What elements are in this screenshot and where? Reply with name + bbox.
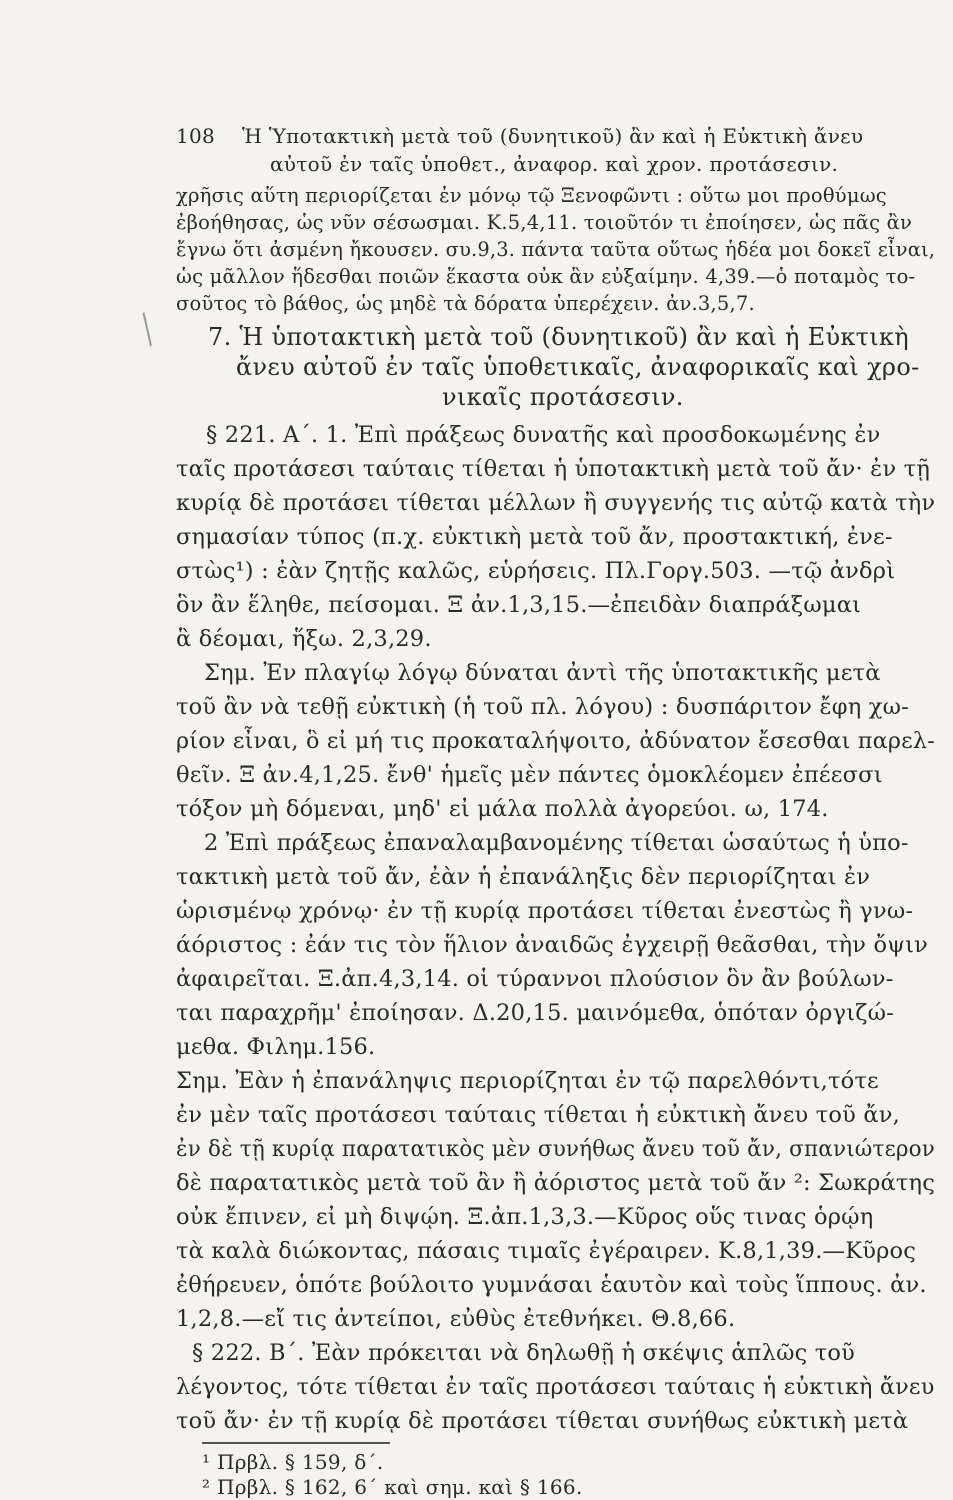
- body-line: Σημ. Ἐὰν ἡ ἐπανάληψις περιορίζηται ἐν τῷ παρελθόντι,τότε: [176, 1068, 879, 1094]
- body-line: § 221. Α΄. 1. Ἐπὶ πράξεως δυνατῆς καὶ προσδοκωμένης ἐν: [206, 422, 881, 448]
- intro-line: ὡς μᾶλλον ἥδεσθαι ποιῶν ἕκαστα οὐκ ἂν εὐξαίμην. 4,39.—ὁ ποταμὸς το-: [176, 265, 916, 288]
- body-line: άόριστος : ἐάν τις τὸν ἥλιον ἀναιδῶς ἐγχειρῇ θεᾶσθαι, τὴν ὄψιν: [176, 932, 929, 958]
- body-line: τοῦ ἂν νὰ τεθῇ εὐκτικὴ (ἡ τοῦ πλ. λόγου) : δυσπάριτον ἔφη χω-: [176, 694, 909, 720]
- body-line: ἀφαιρεῖται. Ξ.ἀπ.4,3,14. οἱ τύραννοι πλούσιον ὃν ἂν βούλων-: [176, 966, 894, 992]
- body-line: ται παραχρῆμ' ἐποίησαν. Δ.20,15. μαινόμεθα, ὁπόταν ὀργιζώ-: [176, 1000, 895, 1026]
- body-line: Σημ. Ἐν πλαγίῳ λόγῳ δύναται ἀντὶ τῆς ὑποτακτικῆς μετὰ: [204, 660, 881, 686]
- section-title-line-1: 7. Ἡ ὑποτακτικὴ μετὰ τοῦ (δυνητικοῦ) ἂν καὶ ἡ Εὐκτικὴ: [208, 323, 909, 351]
- intro-line: ἐβοήθησας, ὡς νῦν σέσωσμαι. Κ.5,4,11. τοιοῦτόν τι ἐποίησεν, ὡς πᾶς ἂν: [176, 211, 913, 234]
- body-line: ὡρισμένῳ χρόνῳ· ἐν τῇ κυρίᾳ προτάσει τίθεται ἐνεστὼς ἢ γνω-: [176, 898, 914, 924]
- body-line: ἐθήρευεν, ὁπότε βούλοιτο γυμνάσαι ἑαυτὸν καὶ τοὺς ἵππους. ἀν.: [176, 1272, 927, 1298]
- running-title-line-2: αὐτοῦ ἐν ταῖς ὑποθετ., ἀναφορ. καὶ χρον. προτάσεσιν.: [270, 152, 839, 176]
- body-line: ταῖς προτάσεσι ταύταις τίθεται ἡ ὑποτακτικὴ μετὰ τοῦ ἄν· ἐν τῇ: [176, 456, 931, 482]
- body-line: κυρίᾳ δὲ προτάσει τίθεται μέλλων ἢ συγγενής τις αὐτῷ κατὰ τὴν: [176, 490, 936, 516]
- page-number: 108: [176, 124, 216, 148]
- body-line: 1,2,8.—εἴ τις ἀντείποι, εὐθὺς ἐτεθνήκει. Θ.8,66.: [176, 1306, 736, 1332]
- intro-line: χρῆσις αὕτη περιορίζεται ἐν μόνῳ τῷ Ξενοφῶντι : οὕτω μοι προθύμως: [176, 184, 887, 207]
- body-line: οὐκ ἔπινεν, εἰ μὴ διψῴη. Ξ.ἀπ.1,3,3.—Κῦρος οὕς τινας ὁρῴη: [176, 1204, 874, 1230]
- body-line: στὼς¹) : ἐὰν ζητῇς καλῶς, εὑρήσεις. Πλ.Γοργ.503. —τῷ ἀνδρὶ: [176, 558, 896, 584]
- footnote: ¹ Πρβλ. § 159, δ΄.: [202, 1450, 384, 1474]
- body-line: ἃ δέομαι, ἥξω. 2,3,29.: [176, 626, 432, 652]
- body-line: σημασίαν τύπος (π.χ. εὐκτικὴ μετὰ τοῦ ἄν, προστακτική, ἐνε-: [176, 524, 893, 550]
- body-line: τακτικὴ μετὰ τοῦ ἄν, ἐὰν ἡ ἐπανάληξις δὲν περιορίζηται ἐν: [176, 864, 871, 890]
- body-line: λέγοντος, τότε τίθεται ἐν ταῖς προτάσεσι ταύταις ἡ εὐκτικὴ ἄνευ: [176, 1374, 935, 1400]
- body-line: δὲ παρατατικὸς μετὰ τοῦ ἂν ἢ ἀόριστος μετὰ τοῦ ἄν ²: Σωκράτης: [176, 1170, 936, 1196]
- intro-line: ἔγνω ὅτι ἀσμένη ἤκουσεν. συ.9,3. πάντα ταῦτα οὕτως ἡδέα μοι δοκεῖ εἶναι,: [176, 238, 936, 261]
- footnote-rule: [202, 1442, 390, 1444]
- body-line: § 222. Β΄. Ἐὰν πρόκειται νὰ δηλωθῇ ἡ σκέψις ἁπλῶς τοῦ: [192, 1340, 856, 1366]
- footnote: ² Πρβλ. § 162, 6΄ καὶ σημ. καὶ § 166.: [202, 1475, 583, 1499]
- margin-pencil-mark: ╱: [132, 313, 164, 347]
- body-line: τόξον μὴ δόμεναι, μηδ' εἰ μάλα πολλὰ ἀγορεύοι. ω, 174.: [176, 796, 829, 822]
- body-line: 2 Ἐπὶ πράξεως ἐπαναλαμβανομένης τίθεται ὡσαύτως ἡ ὑπο-: [204, 830, 909, 856]
- intro-line: σοῦτος τὸ βάθος, ὡς μηδὲ τὰ δόρατα ὑπερέχειν. ἀν.3,5,7.: [176, 292, 755, 315]
- body-line: ἐν δὲ τῇ κυρίᾳ παρατατικὸς μὲν συνήθως ἄνευ τοῦ ἄν, σπανιώτερον: [176, 1136, 936, 1162]
- body-line: ἐν μὲν ταῖς προτάσεσι ταύταις τίθεται ἡ εὐκτικὴ ἄνευ τοῦ ἄν,: [176, 1102, 901, 1128]
- section-title-line-2: ἄνευ αὐτοῦ ἐν ταῖς ὑποθετικαῖς, ἀναφορικαῖς καὶ χρο-: [236, 353, 920, 381]
- body-line: τοῦ ἄν· ἐν τῇ κυρίᾳ δὲ προτάσει τίθεται συνήθως εὐκτικὴ μετὰ: [176, 1408, 909, 1434]
- body-line: μεθα. Φιλημ.156.: [176, 1034, 376, 1060]
- body-line: ρίον εἶναι, ὃ εἰ μή τις προκαταλήψοιτο, ἀδύνατον ἔσεσθαι παρελ-: [176, 728, 935, 754]
- body-line: ὃν ἂν ἕληθε, πείσομαι. Ξ ἀν.1,3,15.—ἐπειδὰν διαπράξωμαι: [176, 592, 862, 618]
- body-line: θεῖν. Ξ ἀν.4,1,25. ἔνθ' ἡμεῖς μὲν πάντες ὁμοκλέομεν ἐπέεσσι: [176, 762, 883, 788]
- body-line: τὰ καλὰ διώκοντας, πάσαις τιμαῖς ἐγέραιρεν. Κ.8,1,39.—Κῦρος: [176, 1238, 917, 1264]
- running-title-line-1: Ἡ Ὑποτακτικὴ μετὰ τοῦ (δυνητικοῦ) ἂν καὶ ἡ Εὐκτικὴ ἄνευ: [242, 124, 864, 148]
- section-title-line-3: νικαῖς προτάσεσιν.: [442, 383, 684, 411]
